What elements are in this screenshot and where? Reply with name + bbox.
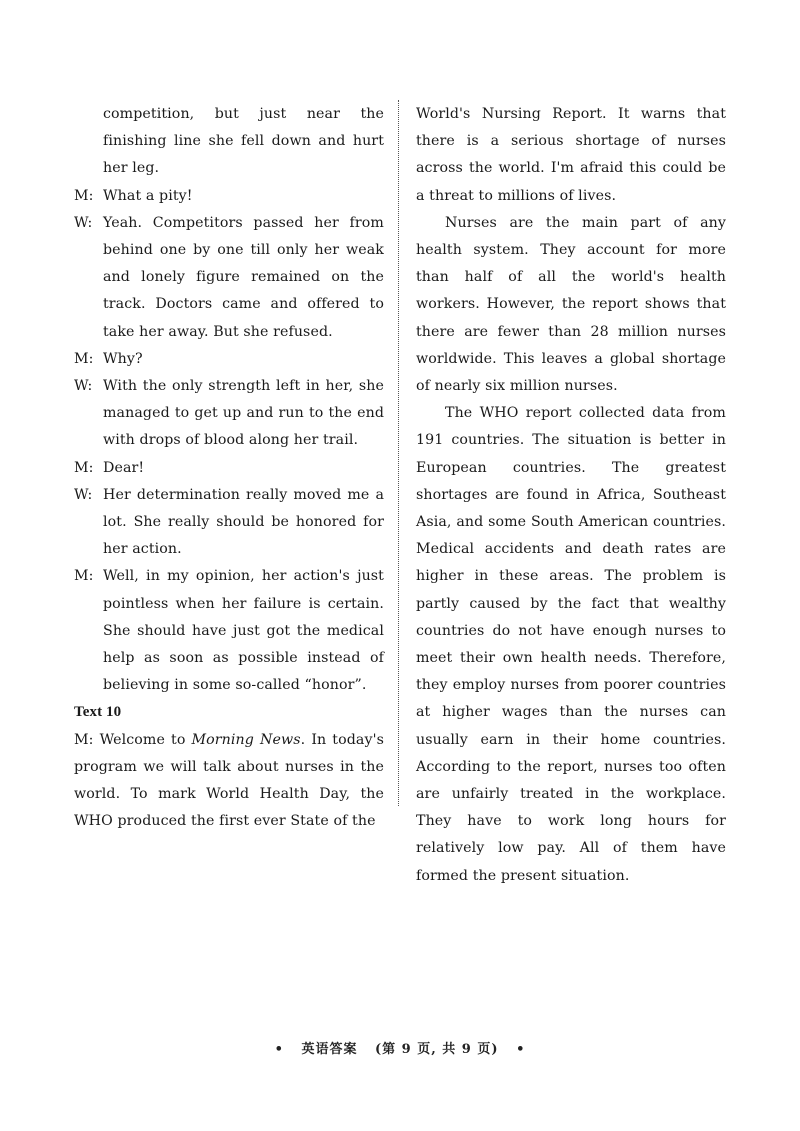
program-name: Morning News <box>191 731 301 748</box>
speaker-label: M: <box>74 731 94 748</box>
speaker-label: W: <box>74 214 93 231</box>
utterance-text: What a pity! <box>103 187 193 204</box>
dialogue-turn <box>74 346 384 373</box>
report-paragraph: World's Nursing Report. It warns that there is a serious shortage of nurses across the world. I'm afraid this could be a threat to millions of lives. <box>416 106 726 204</box>
speaker-label: M: <box>74 459 94 476</box>
speaker-label: M: <box>74 187 94 204</box>
page-footer <box>0 1038 800 1057</box>
column-divider <box>398 100 399 806</box>
dialogue-turn <box>74 183 384 210</box>
intro-text-before: Welcome to <box>99 731 192 748</box>
left-column <box>74 101 384 835</box>
section-heading-text-10: Text 10 <box>74 704 122 721</box>
speaker-label: W: <box>74 486 93 503</box>
right-column <box>416 101 726 890</box>
dialogue-turn <box>74 563 384 699</box>
footer-page-number: (第 9 页, 共 9 页) <box>374 1042 499 1057</box>
bullet-icon: • <box>274 1042 284 1057</box>
speaker-label: M: <box>74 568 94 585</box>
dialogue-turn <box>74 373 384 455</box>
utterance-text: Well, in my opinion, her action's just pointless when her failure is certain. She should have just got the medical help as soon as possible instead of believing in some so-called “honor”. <box>103 568 384 694</box>
report-paragraph: The WHO report collected data from 191 countries. The situation is better in European countries. The greatest shortages are found in Africa, Southeast Asia, and some South American countries. Medical accidents and death rates are higher in these areas. The problem is partly caused by the fact that wealthy countries do not have enough nurses to meet their own health needs. Therefore, they employ nurses from poorer countries at higher wages than the nurses can usually earn in their home countries. According to the report, nurses too often are unfairly treated in the workplace. They have to work long hours for relatively low pay. All of them have formed the present situation. <box>416 405 726 884</box>
dialogue-turn <box>74 482 384 564</box>
utterance-text: Yeah. Competitors passed her from behind one by one till only her weak and lonely figure remained on the track. Doctors came and offered to take her away. But she refused. <box>103 214 384 340</box>
speaker-label: W: <box>74 378 93 395</box>
footer-subject: 英语答案 <box>301 1042 358 1057</box>
bullet-icon: • <box>516 1042 526 1057</box>
intro-text-after: . In today's program we will talk about nurses in the world. To mark World Health Day, the WHO produced the first ever State of the <box>74 731 384 830</box>
dialogue-continuation: competition, but just near the finishing line she fell down and hurt her leg. <box>103 106 384 177</box>
utterance-text: With the only strength left in her, she managed to get up and run to the end with drops of blood along her trail. <box>103 378 384 449</box>
utterance-text: Her determination really moved me a lot. She really should be honored for her action. <box>103 486 384 558</box>
utterance-text: Why? <box>103 350 143 367</box>
dialogue-turn <box>74 455 384 482</box>
utterance-text: Dear! <box>103 459 145 476</box>
news-intro-paragraph <box>74 727 384 836</box>
speaker-label: M: <box>74 350 94 367</box>
dialogue-turn <box>74 210 384 346</box>
report-paragraph: Nurses are the main part of any health system. They account for more than half of all the world's health workers. However, the report shows that there are fewer than 28 million nurses worldwide. This leaves a global shortage of nearly six million nurses. <box>416 214 726 395</box>
